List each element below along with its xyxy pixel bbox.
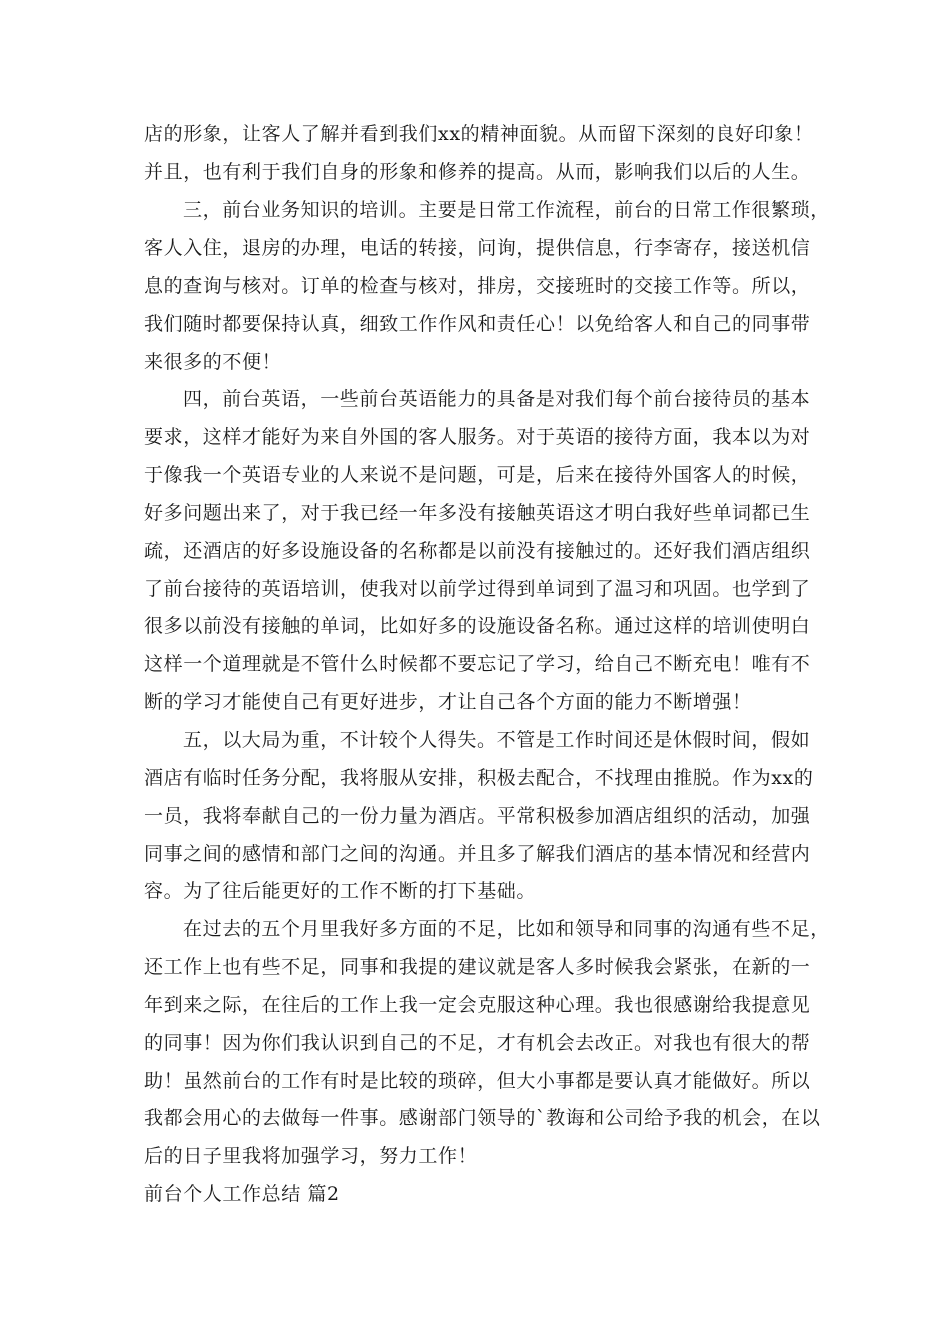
text-line: 于像我一个英语专业的人来说不是问题，可是，后来在接待外国客人的时候，: [144, 464, 811, 486]
text-line: 同事之间的感情和部门之间的沟通。并且多了解我们酒店的基本情况和经营内: [144, 843, 811, 865]
text-line: 来很多的不便！: [144, 351, 282, 373]
paragraph-start: 三，前台业务知识的培训。主要是日常工作流程，前台的日常工作很繁琐，: [183, 199, 830, 221]
text-line: 一员，我将奉献自己的一份力量为酒店。平常积极参加酒店组织的活动，加强: [144, 805, 811, 827]
paragraph-start: 五，以大局为重，不计较个人得失。不管是工作时间还是休假时间，假如: [183, 729, 811, 751]
text-line: 还工作上也有些不足，同事和我提的建议就是客人多时候我会紧张，在新的一: [144, 956, 811, 978]
text-line: 我都会用心的去做每一件事。感谢部门领导的`教诲和公司给予我的机会，在以: [144, 1107, 821, 1129]
text-line: 客人入住，退房的办理，电话的转接，问询，提供信息，行李寄存，接送机信: [144, 237, 811, 259]
text-line: 断的学习才能使自己有更好进步，才让自己各个方面的能力不断增强！: [144, 691, 752, 713]
text-line: 容。为了往后能更好的工作不断的打下基础。: [144, 880, 537, 902]
text-line: 年到来之际，在往后的工作上我一定会克服这种心理。我也很感谢给我提意见: [144, 994, 811, 1016]
paragraph-start: 在过去的五个月里我好多方面的不足，比如和领导和同事的沟通有些不足，: [183, 918, 830, 940]
paragraph-start: 四，前台英语，一些前台英语能力的具备是对我们每个前台接待员的基本: [183, 388, 811, 410]
text-line: 店的形象，让客人了解并看到我们xx的精神面貌。从而留下深刻的良好印象！: [144, 123, 814, 145]
text-line: 助！虽然前台的工作有时是比较的琐碎，但大小事都是要认真才能做好。所以: [144, 1070, 811, 1092]
text-line: 并且，也有利于我们自身的形象和修养的提高。从而，影响我们以后的人生。: [144, 161, 811, 183]
text-line: 的同事！因为你们我认识到自己的不足，才有机会去改正。对我也有很大的帮: [144, 1032, 811, 1054]
text-line: 息的查询与核对。订单的检查与核对，排房，交接班时的交接工作等。所以，: [144, 275, 811, 297]
text-line: 酒店有临时任务分配，我将服从安排，积极去配合，不找理由推脱。作为xx的: [144, 767, 814, 789]
text-line: 了前台接待的英语培训，使我对以前学过得到单词到了温习和巩固。也学到了: [144, 578, 811, 600]
text-line: 很多以前没有接触的单词，比如好多的设施设备名称。通过这样的培训使明白: [144, 615, 811, 637]
text-line: 疏，还酒店的好多设施设备的名称都是以前没有接触过的。还好我们酒店组织: [144, 540, 811, 562]
text-line: 这样一个道理就是不管什么时候都不要忘记了学习，给自己不断充电！唯有不: [144, 653, 811, 675]
text-line: 后的日子里我将加强学习，努力工作！: [144, 1145, 478, 1167]
text-line: 要求，这样才能好为来自外国的客人服务。对于英语的接待方面，我本以为对: [144, 426, 811, 448]
section-heading: 前台个人工作总结 篇2: [144, 1183, 340, 1205]
text-line: 我们随时都要保持认真，细致工作作风和责任心！以免给客人和自己的同事带: [144, 313, 811, 335]
text-line: 好多问题出来了，对于我已经一年多没有接触英语这才明白我好些单词都已生: [144, 502, 811, 524]
